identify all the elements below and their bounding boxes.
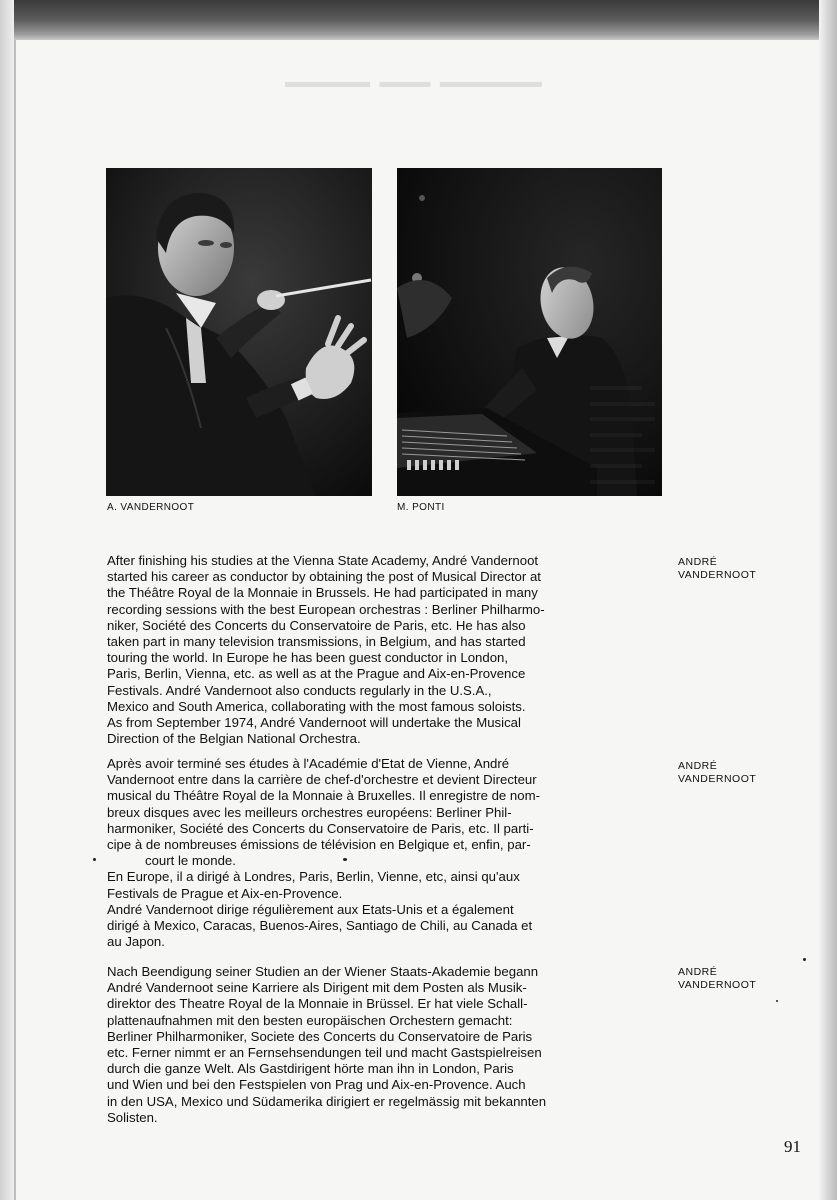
text-line: En Europe, il a dirigé à Londres, Paris, Berlin, Vienne, etc, ainsi qu'aux bbox=[107, 869, 520, 885]
text-line: Festivals de Prague et Aix-en-Provence. bbox=[107, 885, 343, 901]
text-line: taken part in many television transmissions, in Belgium, and has started bbox=[107, 634, 526, 650]
photo-caption: A. VANDERNOOT bbox=[107, 502, 195, 513]
conductor-photo-image bbox=[106, 168, 372, 496]
text-line: Mexico and South America, collaborating with the most famous soloists. bbox=[107, 698, 526, 714]
text-line: harmoniker, Société des Concerts du Conservatoire de Paris, etc. Il parti- bbox=[107, 820, 534, 836]
text-line: durch die ganze Welt. Als Gastdirigent hörte man ihn in London, Paris bbox=[107, 1061, 514, 1077]
biography-german bbox=[107, 964, 668, 1126]
text-line: Vandernoot entre dans la carrière de chef-d'orchestre et devient Directeur bbox=[107, 772, 537, 788]
text-line: direktor des Theatre Royal de la Monnaie in Brüssel. Er hat viele Schall- bbox=[107, 996, 528, 1012]
photo-caption: M. PONTI bbox=[397, 502, 445, 513]
text-line: in den USA, Mexico und Südamerika dirigiert er regelmässig mit bekannten bbox=[107, 1093, 547, 1109]
side-label-line: VANDERNOOT bbox=[678, 568, 757, 581]
text-line: André Vandernoot seine Karriere als Dirigent mit dem Posten als Musik- bbox=[107, 980, 527, 996]
text-line: the Théâtre Royal de la Monnaie in Brussels. He had participated in many bbox=[107, 585, 538, 601]
text-line: plattenaufnahmen mit den besten europäischen Orchestern gemacht: bbox=[107, 1012, 513, 1028]
photo-vandernoot bbox=[106, 168, 372, 496]
text-line: André Vandernoot dirige régulièrement aux Etats-Unis et a également bbox=[107, 901, 514, 917]
text-line: dirigé à Mexico, Caracas, Buenos-Aires, Santiago de Chili, au Canada et bbox=[107, 918, 533, 934]
side-label-line: ANDRÉ bbox=[678, 556, 718, 568]
text-line: Direction of the Belgian National Orchestra. bbox=[107, 731, 361, 747]
text-line: As from September 1974, André Vandernoot will undertake the Musical bbox=[107, 715, 521, 731]
text-line: court le monde. bbox=[145, 853, 236, 869]
text-line: und Wien und bei den Festspielen von Prag und Aix-en-Provence. Auch bbox=[107, 1077, 526, 1093]
side-label-line: ANDRÉ bbox=[678, 760, 718, 772]
text-line: musical du Théâtre Royal de la Monnaie à Bruxelles. Il enregistre de nom- bbox=[107, 788, 540, 804]
scan-speck bbox=[343, 858, 347, 861]
text-line: breux disques avec les meilleurs orchestres européens: Berliner Phil- bbox=[107, 804, 512, 820]
biography-french bbox=[107, 756, 668, 950]
text-line: Berliner Philharmoniker, Societe des Concerts du Conservatoire de Paris bbox=[107, 1028, 533, 1044]
text-line: au Japon. bbox=[107, 934, 165, 950]
text-line: Paris, Berlin, Vienna, etc. as well as at the Prague and Aix-en-Provence bbox=[107, 666, 526, 682]
side-label-english bbox=[678, 556, 756, 581]
text-line: cipe à de nombreuses émissions de télévision en Belgique et, enfin, par- bbox=[107, 837, 531, 853]
text-line: Après avoir terminé ses études à l'Académie d'Etat de Vienne, André bbox=[107, 756, 510, 771]
side-label-french bbox=[678, 760, 756, 785]
page-number: 91 bbox=[784, 1137, 801, 1156]
binding-shadow bbox=[0, 0, 14, 1200]
text-line: Solisten. bbox=[107, 1109, 158, 1125]
side-label-line: ANDRÉ bbox=[678, 966, 718, 978]
side-label-german bbox=[678, 966, 756, 991]
text-line: After finishing his studies at the Vienna State Academy, André Vandernoot bbox=[107, 553, 539, 568]
pianist-photo-image bbox=[397, 168, 662, 496]
biography-english bbox=[107, 553, 668, 747]
photo-ponti bbox=[397, 168, 662, 496]
scan-speck bbox=[776, 1000, 778, 1002]
text-line: niker, Société des Concerts du Conservatoire de Paris, etc. He has also bbox=[107, 617, 526, 633]
scan-speck bbox=[93, 858, 96, 861]
scan-speck bbox=[803, 958, 806, 961]
page-edge-shadow bbox=[819, 0, 837, 1200]
text-line: Nach Beendigung seiner Studien an der Wiener Staats-Akademie begann bbox=[107, 964, 539, 979]
text-line: started his career as conductor by obtaining the post of Musical Director at bbox=[107, 569, 541, 585]
side-label-line: VANDERNOOT bbox=[678, 772, 757, 785]
text-line: etc. Ferner nimmt er an Fernsehsendungen teil und macht Gastspielreisen bbox=[107, 1045, 542, 1061]
text-line: recording sessions with the best European orchestras : Berliner Philharmo- bbox=[107, 601, 545, 617]
side-label-line: VANDERNOOT bbox=[678, 978, 757, 991]
text-line: touring the world. In Europe he has been guest conductor in London, bbox=[107, 650, 509, 666]
text-line: Festivals. André Vandernoot also conducts regularly in the U.S.A., bbox=[107, 682, 492, 698]
